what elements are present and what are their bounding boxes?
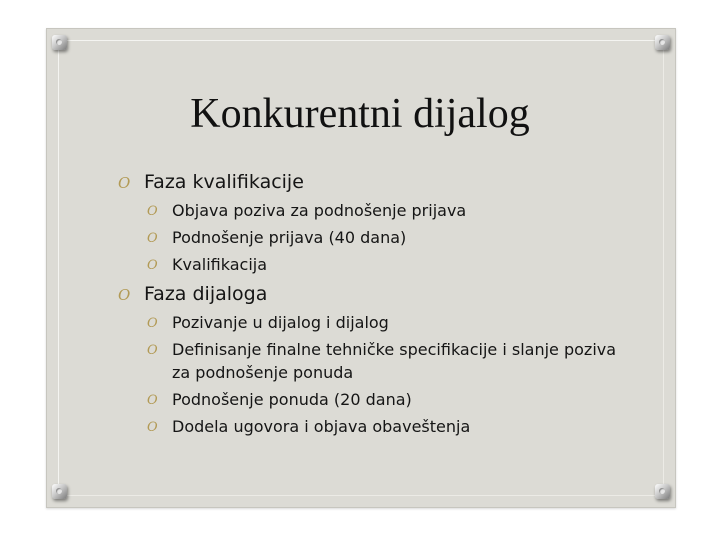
bullet-o-icon: O xyxy=(147,204,158,219)
bullet-o-icon: O xyxy=(147,343,158,358)
list-item xyxy=(147,311,618,334)
slide-title: Konkurentni dijalog xyxy=(190,91,530,137)
section-label: Faza kvalifikacije xyxy=(144,171,304,193)
list-item xyxy=(147,199,618,222)
bullet-o-icon: O xyxy=(147,420,158,435)
list-item xyxy=(147,415,618,438)
sub-bullet-list xyxy=(147,199,618,276)
pin-icon xyxy=(52,35,67,50)
list-item-text: Objava poziva za podnošenje prijava xyxy=(172,201,467,220)
section-kvalifikacija xyxy=(118,170,618,276)
section-label: Faza dijaloga xyxy=(144,283,268,305)
bullet-o-icon: O xyxy=(147,316,158,331)
list-item-text: Pozivanje u dijalog i dijalog xyxy=(172,313,389,332)
bullet-o-icon: O xyxy=(147,231,158,246)
slide-body xyxy=(118,170,618,442)
bullet-o-icon: O xyxy=(118,174,131,192)
list-item-text: Definisanje finalne tehničke specifikacije i slanje poziva za podnošenje ponuda xyxy=(172,340,617,382)
bullet-o-icon: O xyxy=(147,258,158,273)
sub-bullet-list xyxy=(147,311,618,438)
bullet-o-icon: O xyxy=(118,286,131,304)
section-dijalog xyxy=(118,282,618,438)
pin-icon xyxy=(655,484,670,499)
list-item xyxy=(147,388,618,411)
bullet-o-icon: O xyxy=(147,393,158,408)
list-item-text: Podnošenje ponuda (20 dana) xyxy=(172,390,412,409)
pin-icon xyxy=(52,484,67,499)
bullet-list xyxy=(118,170,618,438)
list-item xyxy=(147,338,618,384)
list-item xyxy=(147,253,618,276)
pin-icon xyxy=(655,35,670,50)
list-item-text: Kvalifikacija xyxy=(172,255,268,274)
list-item-text: Dodela ugovora i objava obaveštenja xyxy=(172,417,471,436)
list-item xyxy=(147,226,618,249)
list-item-text: Podnošenje prijava (40 dana) xyxy=(172,228,407,247)
